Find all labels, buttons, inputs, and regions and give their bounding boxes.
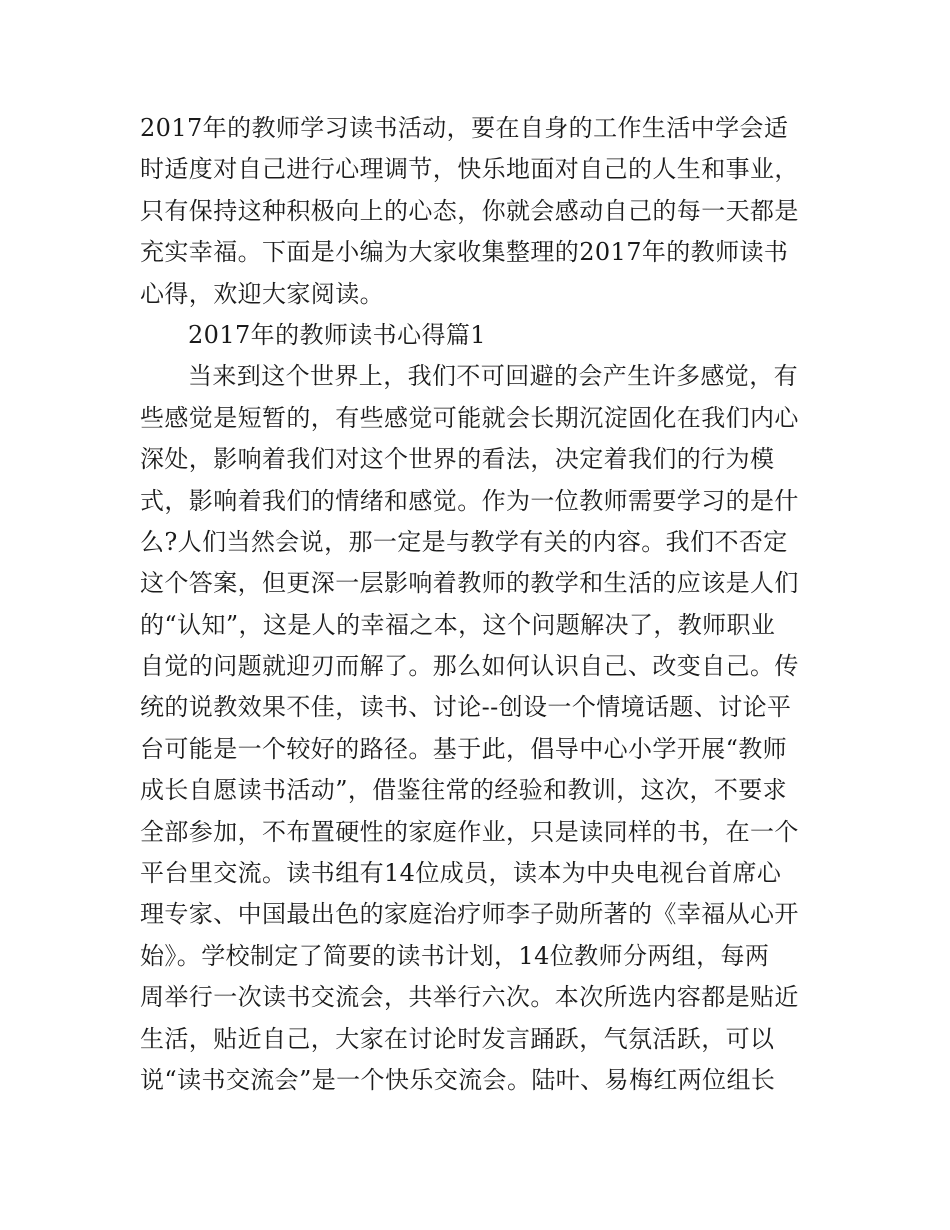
body-line: 成长自愿读书活动”，借鉴往常的经验和教训，这次，不要求 (140, 776, 788, 805)
body-line: 当来到这个世界上，我们不可回避的会产生许多感觉，有 (188, 362, 798, 391)
body-line: 说“读书交流会”是一个快乐交流会。陆叶、易梅红两位组长 (140, 1065, 776, 1094)
section-heading: 2017年的教师读书心得篇1 (188, 320, 486, 349)
intro-line: 心得，欢迎大家阅读。 (140, 279, 384, 308)
intro-line: 只有保持这种积极向上的心态，你就会感动自己的每一天都是 (140, 196, 799, 225)
body-line: 深处，影响着我们对这个世界的看法，决定着我们的行为模 (140, 445, 775, 474)
body-line: 始》。学校制定了简要的读书计划，14位教师分两组，每两 (140, 941, 770, 970)
intro-line: 时适度对自己进行心理调节，快乐地面对自己的人生和事业， (140, 155, 799, 184)
body-line: 平台里交流。读书组有14位成员，读本为中央电视台首席心 (140, 859, 782, 888)
body-line: 全部参加，不布置硬性的家庭作业，只是读同样的书，在一个 (140, 817, 799, 846)
body-line: 些感觉是短暂的，有些感觉可能就会长期沉淀固化在我们内心 (140, 403, 799, 432)
body-line: 么?人们当然会说，那一定是与教学有关的内容。我们不否定 (140, 527, 788, 556)
body-line: 台可能是一个较好的路径。基于此，倡导中心小学开展“教师 (140, 734, 788, 763)
body-line: 生活，贴近自己，大家在讨论时发言踊跃，气氛活跃，可以 (140, 1024, 775, 1053)
body-line: 周举行一次读书交流会，共举行六次。本次所选内容都是贴近 (140, 983, 799, 1012)
body-line: 式，影响着我们的情绪和感觉。作为一位教师需要学习的是什 (140, 486, 799, 515)
body-line: 的“认知”，这是人的幸福之本，这个问题解决了，教师职业 (140, 610, 776, 639)
intro-line: 充实幸福。下面是小编为大家收集整理的2017年的教师读书 (140, 238, 789, 267)
body-line: 自觉的问题就迎刃而解了。那么如何认识自己、改变自己。传 (140, 652, 799, 681)
document-body (140, 108, 815, 1101)
body-line: 理专家、中国最出色的家庭治疗师李子勋所著的《幸福从心开 (140, 900, 799, 929)
body-line: 统的说教效果不佳，读书、讨论--创设一个情境话题、讨论平 (140, 693, 792, 722)
intro-line: 2017年的教师学习读书活动，要在自身的工作生活中学会适 (140, 114, 789, 142)
body-line: 这个答案，但更深一层影响着教师的教学和生活的应该是人们 (140, 569, 799, 598)
